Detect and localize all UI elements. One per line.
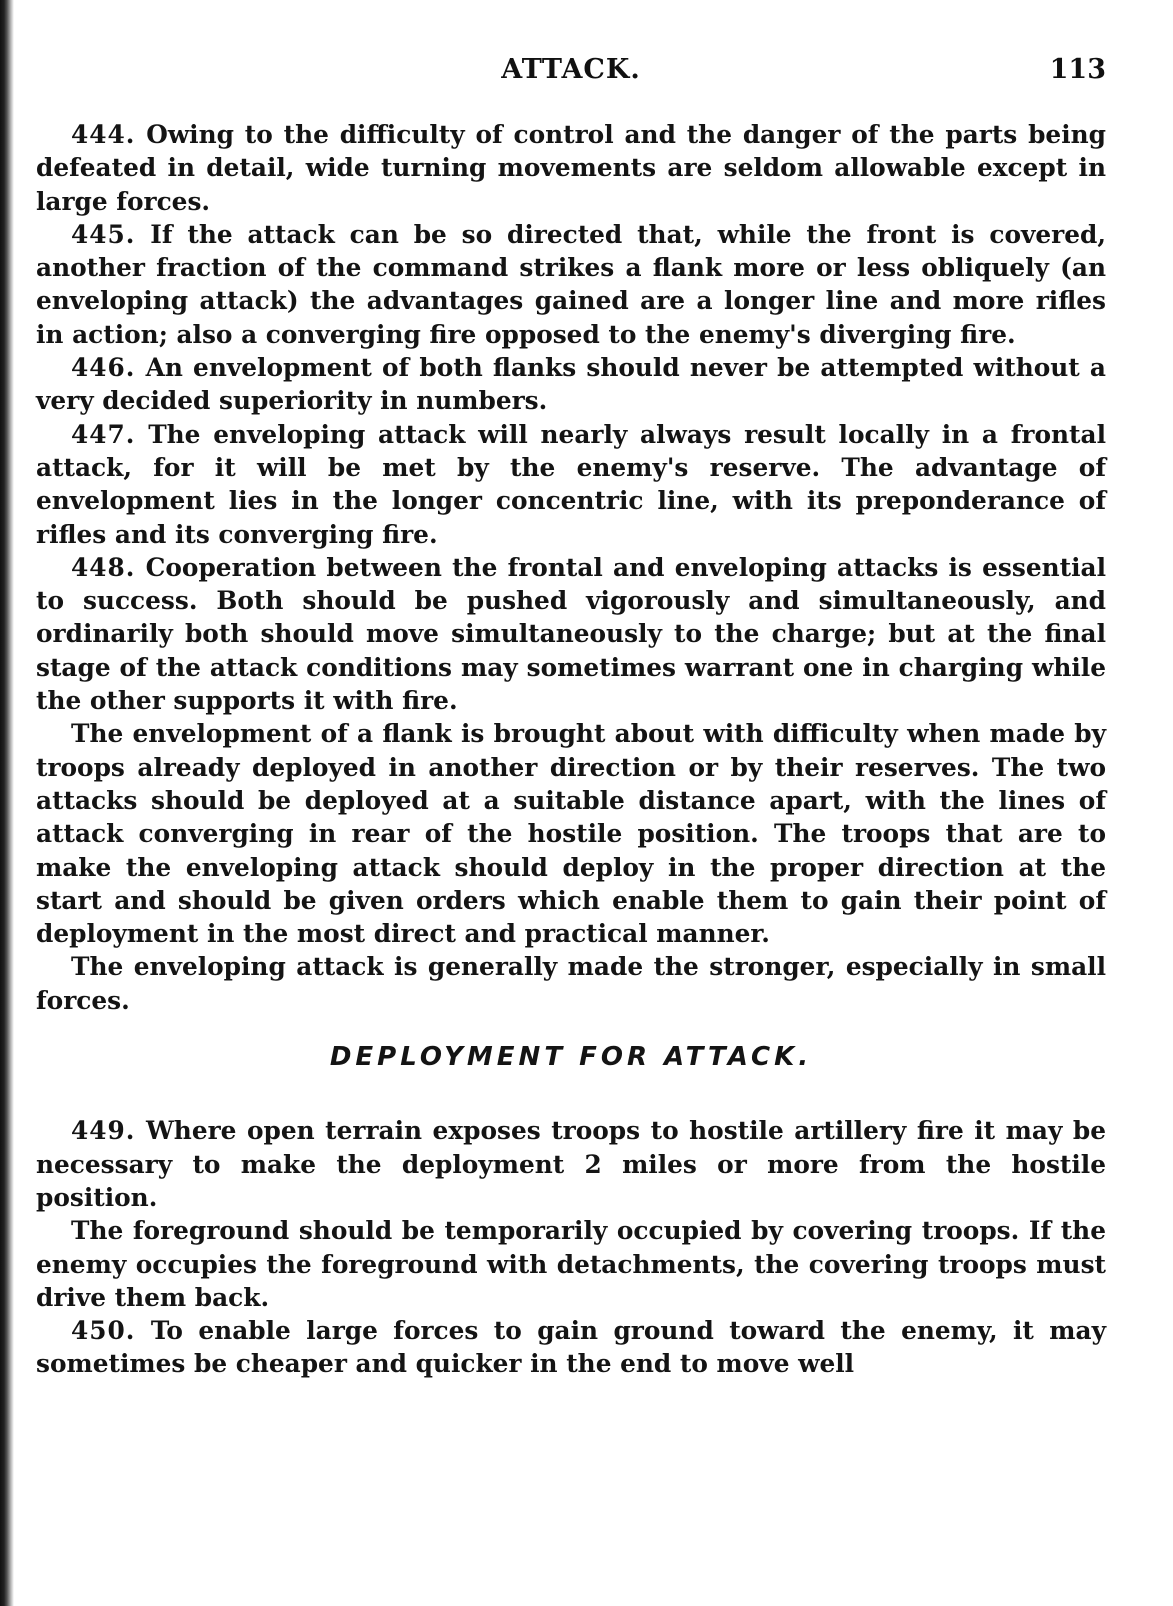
paragraph-text: If the attack can be so directed that, while the front is covered, another fraction of the command strikes a flank more or less obliquely (an enveloping attack) the advantages gained are a longer line and more rifles in action; also a converging fire opposed to the enemy's diverging fire.	[36, 219, 1106, 349]
paragraph-449-cont	[36, 1214, 1106, 1314]
paragraph-449	[36, 1114, 1106, 1214]
paragraph-text: Cooperation between the frontal and enveloping attacks is essential to success. Both should be pushed vigorously and simultaneously, and ordinarily both should move simultaneously to the charge; but at the final stage of the attack conditions may sometimes warrant one in charging while the other supports it with fire.	[36, 552, 1106, 716]
paragraph-number: 449.	[71, 1116, 136, 1146]
paragraph-448-cont-1	[36, 717, 1106, 950]
body-text	[36, 118, 1106, 1381]
paragraph-450	[36, 1314, 1106, 1381]
paragraph-number: 450.	[71, 1316, 136, 1346]
running-head: ATTACK.	[501, 54, 641, 85]
paragraph-444	[36, 118, 1106, 218]
paragraph-446	[36, 351, 1106, 418]
paragraph-447	[36, 418, 1106, 551]
paragraph-text: Owing to the difficulty of control and the danger of the parts being defeated in detail, wide turning movements are seldom allowable except in large forces.	[36, 120, 1106, 216]
paragraph-text: Where open terrain exposes troops to hostile artillery fire it may be necessary to make the deployment 2 miles or more from the hostile position.	[36, 1116, 1106, 1212]
paragraph-448	[36, 551, 1106, 717]
paragraph-number: 448.	[71, 552, 136, 582]
paragraph-text: The enveloping attack will nearly always result locally in a frontal attack, for it will be met by the enemy's reserve. The advantage of envelopment lies in the longer concentric line, with its preponderance of rifles and its converging fire.	[36, 419, 1106, 549]
paragraph-448-cont-2	[36, 950, 1106, 1017]
paragraph-text: An envelopment of both flanks should never be attempted without a very decided superiority in numbers.	[36, 353, 1106, 416]
page-header	[36, 54, 1106, 94]
paragraph-text: The foreground should be temporarily occupied by covering troops. If the enemy occupies the foreground with detachments, the covering troops must drive them back.	[36, 1216, 1106, 1312]
section-heading: DEPLOYMENT FOR ATTACK.	[329, 1042, 813, 1073]
paragraph-number: 445.	[71, 219, 136, 249]
paragraph-text: The enveloping attack is generally made the stronger, especially in small forces.	[36, 952, 1106, 1015]
paragraph-text: To enable large forces to gain ground toward the enemy, it may sometimes be cheaper and quicker in the end to move well	[36, 1316, 1106, 1379]
page-binding-edge	[0, 0, 14, 1606]
paragraph-number: 446.	[71, 353, 136, 383]
paragraph-number: 447.	[71, 419, 136, 449]
page-number: 113	[1049, 54, 1106, 85]
paragraph-text: The envelopment of a flank is brought about with difficulty when made by troops already deployed in another direction or by their reserves. The two attacks should be deployed at a suitable distance apart, with the lines of attack converging in rear of the hostile position. The troops that are to make the enveloping attack should deploy in the proper direction at the start and should be given orders which enable them to gain their point of deployment in the most direct and practical manner.	[36, 719, 1106, 949]
paragraph-number: 444.	[71, 120, 136, 149]
paragraph-445	[36, 218, 1106, 351]
